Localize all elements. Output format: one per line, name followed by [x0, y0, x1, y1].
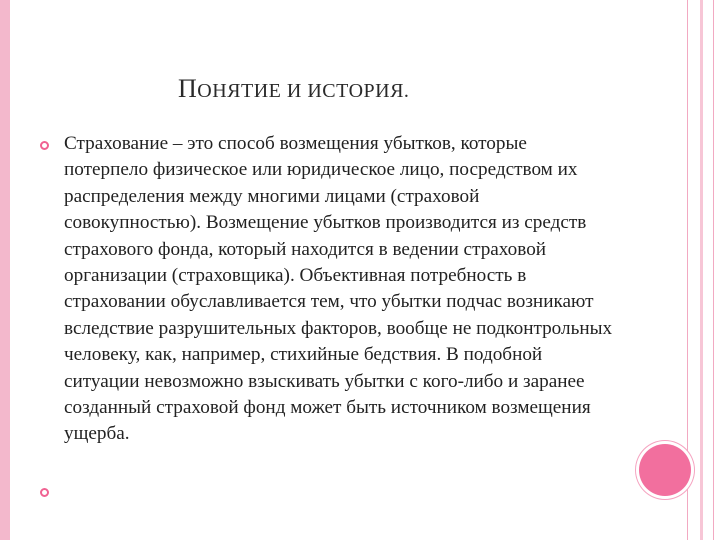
bullet-circle-icon: [40, 141, 49, 150]
left-decorative-stripe: [0, 0, 10, 540]
title-first-letter: П: [178, 74, 198, 103]
right-frame-line: [713, 0, 714, 540]
right-frame-line: [700, 0, 703, 540]
title-rest: ОНЯТИЕ И ИСТОРИЯ.: [197, 80, 410, 102]
body-paragraph: Страхование – это способ возмещения убытков, которые потерпело физическое или юридическое лицо, посредством их распределения между многими лицами (страховой совокупностью). Возмещение убытков производится из средств страхового фонда, который находится в ведении страховой организации (страховщика). Объективная потребность в страховании обуславливается тем, что убытки подчас возникают вследствие разрушительных факторов, вообще не подконтрольных человеку, как, например, стихийные бедствия. В подобной ситуации невозможно взыскивать убытки с кого-либо и заранее созданный страховой фонд может быть источником возмещения ущерба.: [64, 133, 613, 445]
decorative-circle: [639, 444, 691, 496]
slide-title: [178, 74, 409, 104]
bullet-circle-icon: [40, 488, 49, 497]
